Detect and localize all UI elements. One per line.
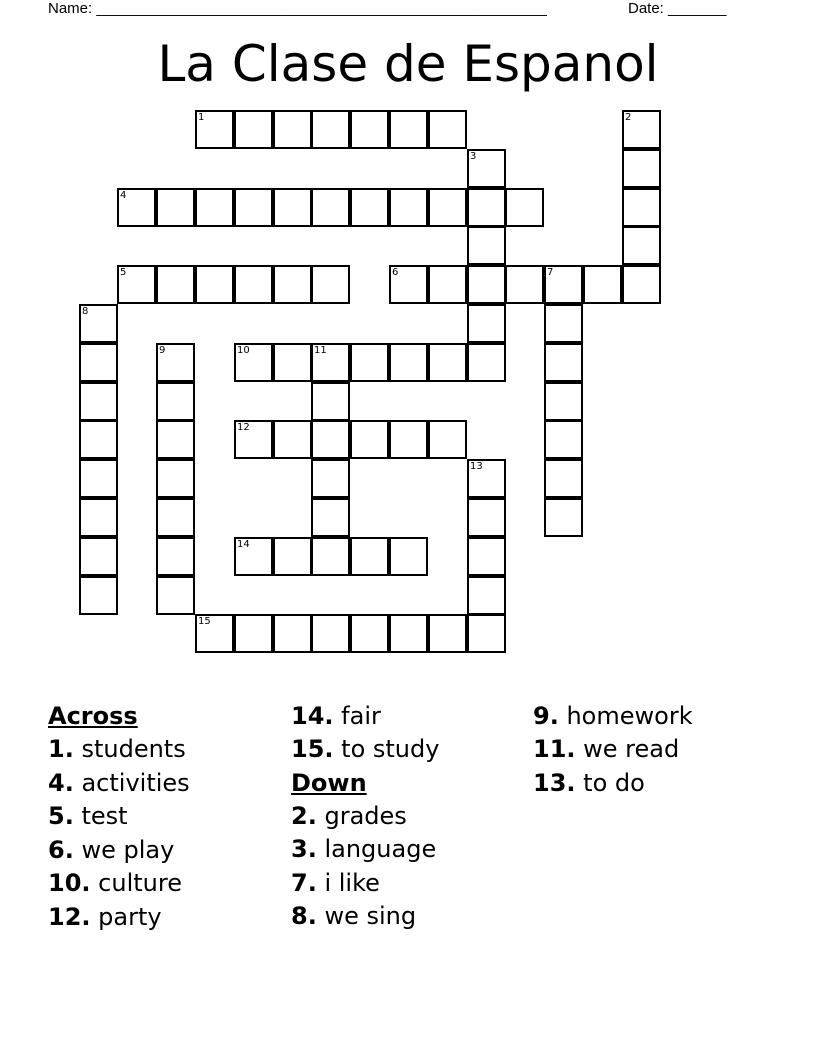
grid-cell-14[interactable]: [234, 537, 273, 576]
grid-cell[interactable]: [234, 188, 273, 227]
clue-number-label: 9: [159, 345, 166, 356]
clue-column-3: [533, 700, 693, 800]
grid-cell-11[interactable]: [311, 343, 350, 382]
grid-cell[interactable]: [428, 265, 467, 304]
clue-number: 7.: [291, 868, 317, 897]
grid-cell[interactable]: [311, 420, 350, 459]
grid-cell[interactable]: [156, 576, 195, 615]
grid-cell[interactable]: [234, 110, 273, 149]
grid-cell[interactable]: [544, 498, 583, 537]
grid-cell[interactable]: [428, 188, 467, 227]
grid-cell[interactable]: [622, 265, 661, 304]
clue-text: test: [81, 802, 128, 830]
grid-cell[interactable]: [350, 614, 389, 653]
grid-cell-12[interactable]: [234, 420, 273, 459]
grid-cell[interactable]: [467, 576, 506, 615]
clue-across-6: [48, 834, 190, 868]
grid-cell-8[interactable]: [79, 304, 118, 343]
clue-number: 10.: [48, 869, 91, 897]
grid-cell[interactable]: [195, 188, 234, 227]
clue-column-1: [48, 700, 190, 934]
clue-number: 11.: [533, 735, 576, 763]
page-title: La Clase de Espanol: [157, 35, 659, 93]
grid-cell[interactable]: [544, 459, 583, 498]
grid-cell[interactable]: [273, 188, 312, 227]
grid-cell[interactable]: [79, 459, 118, 498]
grid-cell[interactable]: [273, 537, 312, 576]
clue-across-1: [48, 733, 190, 767]
grid-cell-15[interactable]: [195, 614, 234, 653]
grid-cell[interactable]: [544, 343, 583, 382]
grid-cell[interactable]: [273, 265, 312, 304]
clue-text: homework: [566, 702, 693, 730]
grid-cell[interactable]: [622, 188, 661, 227]
grid-cell-5[interactable]: [117, 265, 156, 304]
down-heading: Down: [291, 768, 367, 797]
across-heading: Across: [48, 702, 138, 730]
grid-cell[interactable]: [311, 382, 350, 421]
grid-cell[interactable]: [467, 265, 506, 304]
grid-cell-2[interactable]: [622, 110, 661, 149]
clue-down-2: [291, 800, 439, 834]
clue-across-10: [48, 867, 190, 901]
clue-number-label: 2: [625, 112, 632, 123]
clue-across-14: [291, 700, 439, 733]
clue-text: language: [324, 835, 437, 863]
grid-cell[interactable]: [311, 537, 350, 576]
grid-cell[interactable]: [311, 188, 350, 227]
clue-text: we read: [583, 735, 680, 763]
grid-cell[interactable]: [156, 420, 195, 459]
grid-cell[interactable]: [156, 265, 195, 304]
clue-down-11: [533, 733, 693, 767]
grid-cell[interactable]: [505, 188, 544, 227]
clue-number-label: 14: [237, 539, 250, 550]
clue-across-5: [48, 800, 190, 834]
clue-across-15: [291, 733, 439, 767]
grid-cell[interactable]: [428, 110, 467, 149]
grid-cell[interactable]: [156, 459, 195, 498]
grid-cell[interactable]: [428, 614, 467, 653]
grid-cell[interactable]: [467, 188, 506, 227]
clue-number: 9.: [533, 702, 559, 730]
clue-text: i like: [324, 868, 380, 897]
clue-text: culture: [98, 869, 182, 897]
clue-text: to do: [583, 768, 645, 797]
grid-cell[interactable]: [350, 343, 389, 382]
clue-across-4: [48, 767, 190, 801]
grid-cell-1[interactable]: [195, 110, 234, 149]
grid-cell[interactable]: [311, 459, 350, 498]
grid-cell[interactable]: [311, 498, 350, 537]
grid-cell[interactable]: [583, 265, 622, 304]
grid-cell-10[interactable]: [234, 343, 273, 382]
grid-cell[interactable]: [544, 420, 583, 459]
grid-cell[interactable]: [156, 537, 195, 576]
grid-cell[interactable]: [156, 498, 195, 537]
clue-number: 1.: [48, 735, 74, 763]
clue-number: 5.: [48, 802, 74, 830]
grid-cell-6[interactable]: [389, 265, 428, 304]
grid-cell[interactable]: [622, 226, 661, 265]
clue-number-label: 5: [120, 267, 127, 278]
clue-text: grades: [324, 801, 407, 830]
grid-cell[interactable]: [273, 110, 312, 149]
grid-cell[interactable]: [79, 343, 118, 382]
grid-cell[interactable]: [311, 110, 350, 149]
grid-cell[interactable]: [156, 382, 195, 421]
grid-cell[interactable]: [79, 382, 118, 421]
grid-cell[interactable]: [273, 343, 312, 382]
clue-number-label: 11: [314, 345, 327, 356]
grid-cell[interactable]: [428, 420, 467, 459]
grid-cell[interactable]: [156, 188, 195, 227]
grid-cell[interactable]: [389, 537, 428, 576]
clue-across-12: [48, 901, 190, 935]
clue-text: fair: [341, 702, 381, 730]
grid-cell[interactable]: [350, 188, 389, 227]
grid-cell-9[interactable]: [156, 343, 195, 382]
grid-cell[interactable]: [234, 265, 273, 304]
clue-number: 3.: [291, 835, 317, 863]
grid-cell-13[interactable]: [467, 459, 506, 498]
clue-number: 4.: [48, 768, 74, 797]
clue-text: to study: [341, 735, 440, 763]
grid-cell-3[interactable]: [467, 149, 506, 188]
grid-cell[interactable]: [622, 149, 661, 188]
grid-cell[interactable]: [467, 226, 506, 265]
grid-cell[interactable]: [389, 188, 428, 227]
grid-cell[interactable]: [467, 498, 506, 537]
grid-cell[interactable]: [311, 265, 350, 304]
clue-column-2: [291, 700, 439, 934]
clue-number-label: 10: [237, 345, 250, 356]
grid-cell[interactable]: [467, 614, 506, 653]
grid-cell[interactable]: [389, 110, 428, 149]
clue-text: party: [98, 902, 162, 931]
clue-number: 8.: [291, 902, 317, 930]
clue-number-label: 4: [120, 190, 127, 201]
clue-number-label: 12: [237, 422, 250, 433]
date-field[interactable]: Date: _______: [628, 0, 727, 17]
clue-number-label: 6: [392, 267, 399, 278]
clue-number-label: 13: [470, 461, 483, 472]
clue-down-13: [533, 767, 693, 801]
clue-number: 2.: [291, 801, 317, 830]
grid-cell[interactable]: [467, 537, 506, 576]
clue-down-3: [291, 833, 439, 867]
clue-number-label: 8: [82, 306, 89, 317]
grid-cell[interactable]: [350, 537, 389, 576]
grid-cell[interactable]: [350, 420, 389, 459]
clue-down-8: [291, 900, 439, 934]
grid-cell[interactable]: [311, 614, 350, 653]
clue-text: students: [81, 735, 186, 763]
clue-number-label: 7: [547, 267, 554, 278]
clue-number-label: 15: [198, 616, 211, 627]
grid-cell-4[interactable]: [117, 188, 156, 227]
grid-cell[interactable]: [544, 304, 583, 343]
grid-cell[interactable]: [389, 614, 428, 653]
name-field[interactable]: Name: ______________________________________________________: [48, 0, 547, 17]
clue-number-label: 3: [470, 151, 477, 162]
grid-cell[interactable]: [79, 498, 118, 537]
clue-text: we play: [81, 835, 175, 864]
grid-cell[interactable]: [79, 420, 118, 459]
grid-cell[interactable]: [467, 304, 506, 343]
grid-cell[interactable]: [234, 614, 273, 653]
clue-number-label: 1: [198, 112, 205, 123]
grid-cell[interactable]: [505, 265, 544, 304]
grid-cell[interactable]: [428, 343, 467, 382]
clue-number: 12.: [48, 902, 91, 931]
grid-cell[interactable]: [273, 614, 312, 653]
grid-cell[interactable]: [544, 382, 583, 421]
clue-number: 14.: [291, 702, 334, 730]
clue-text: we sing: [324, 902, 417, 930]
clue-down-7: [291, 867, 439, 901]
grid-cell[interactable]: [389, 420, 428, 459]
clue-text: activities: [81, 768, 190, 797]
grid-cell-7[interactable]: [544, 265, 583, 304]
grid-cell[interactable]: [467, 343, 506, 382]
clue-number: 13.: [533, 768, 576, 797]
grid-cell[interactable]: [195, 265, 234, 304]
grid-cell[interactable]: [389, 343, 428, 382]
grid-cell[interactable]: [273, 420, 312, 459]
clue-number: 6.: [48, 835, 74, 864]
clue-number: 15.: [291, 735, 334, 763]
grid-cell[interactable]: [79, 537, 118, 576]
grid-cell[interactable]: [79, 576, 118, 615]
grid-cell[interactable]: [350, 110, 389, 149]
clue-down-9: [533, 700, 693, 733]
